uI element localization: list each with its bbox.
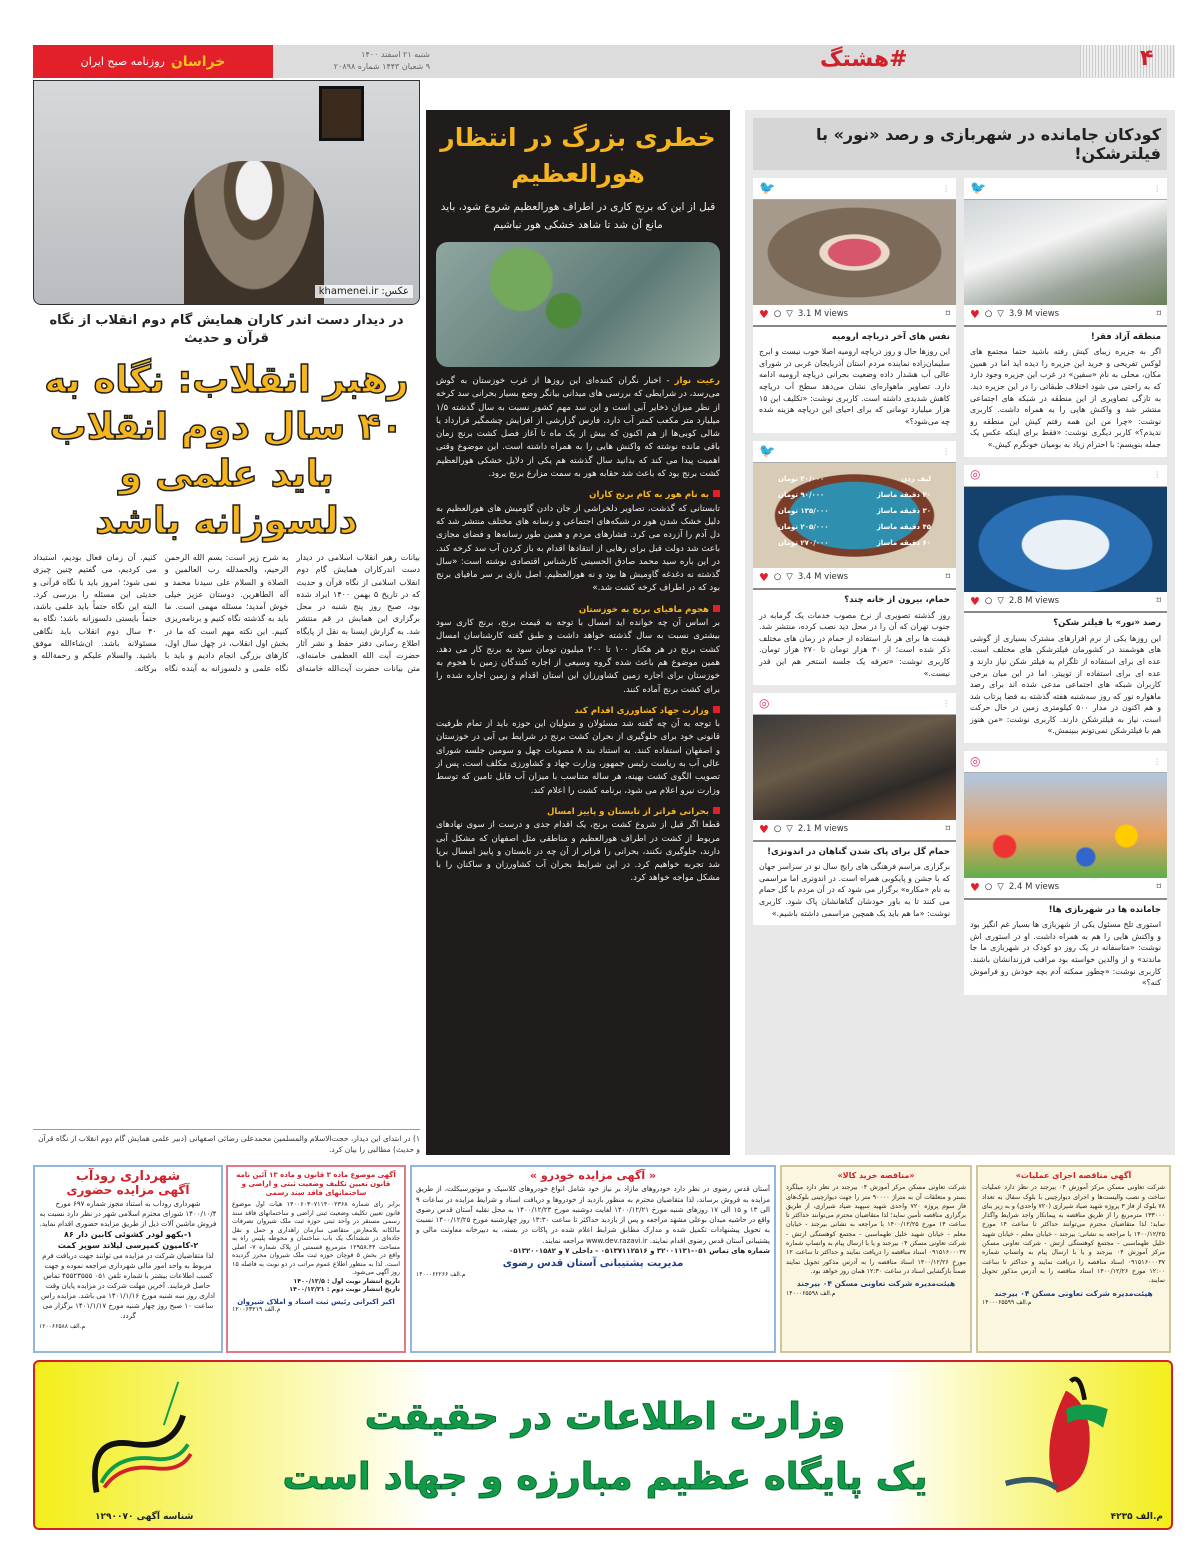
post-title: حمام، بیرون از خانه چند؟ — [844, 594, 950, 605]
price-value: ۲۰۵/۰۰۰ تومان — [778, 523, 829, 532]
ad-code: م.الف ۱۲۰۰۶۶۵۸۸ — [39, 1323, 86, 1330]
instagram-icon: ◎ — [759, 695, 770, 710]
price-label: ۴۵ دقیقه ماساژ — [876, 523, 931, 532]
comment-icon[interactable]: ○ — [984, 595, 993, 606]
more-icon[interactable]: ⋮ — [942, 447, 950, 457]
more-icon[interactable]: ⋮ — [1153, 756, 1161, 766]
hashtag-section — [745, 110, 1175, 1155]
header-pattern — [1080, 45, 1175, 78]
banner-message — [235, 1387, 975, 1507]
ad-date: تاریخ انتشار نوبت دوم : ۱۴۰۰/۱۲/۲۱ — [289, 1286, 400, 1293]
more-icon[interactable]: ⋮ — [942, 698, 950, 708]
byline: رعیت نواز — [674, 376, 720, 386]
instagram-icon: ◎ — [970, 467, 981, 482]
ad-subtitle: آگهی مزایده حضوری — [66, 1183, 190, 1197]
cards-column-left — [753, 178, 956, 1147]
section-title: #هشتگ — [820, 47, 908, 72]
subhead: به نام هور به کام برنج کاران — [436, 489, 720, 502]
ad-title: « آگهی مزایده خودرو » — [529, 1169, 657, 1182]
post-image — [753, 200, 956, 305]
comment-icon[interactable]: ○ — [984, 882, 993, 893]
bookmark-icon[interactable]: ⌑ — [945, 309, 950, 319]
price-row — [778, 471, 931, 487]
comment-icon[interactable]: ○ — [773, 824, 782, 835]
post-image — [753, 463, 956, 568]
subhead: وزارت جهاد کشاورزی اقدام کند — [436, 705, 720, 718]
social-post-card — [964, 178, 1167, 457]
post-text: استوری تلخ مسئول یکی از شهربازی ها بسیار غم انگیز بود و واکنش هایی را هم به همراه داشت. او در استوری اش نوشت: «متاسفانه در یک روز دو کودک در شهربازی ما جا ماندند» و از والدین خواسته بود مراقب فرزندانشان باشند. کاربری نوشت: «چطور ممکنه آدم بچه خودش رو فراموش کنه؟» — [970, 920, 1161, 988]
ad-land-registry — [226, 1165, 406, 1353]
post-title: نفس های آخر دریاچه ارومیه — [831, 331, 950, 342]
twitter-icon: 🐦 — [759, 444, 776, 460]
more-icon[interactable]: ⋮ — [942, 183, 950, 193]
ad-item: ۲-کامیون کمپرسی لیلاند سوپر کمت — [57, 1241, 199, 1250]
newspaper-tagline: روزنامه صبح ایران — [80, 55, 165, 68]
ad-signature: هیئت‌مدیره شرکت تعاونی مسکن ۰۴ بیرجند — [994, 1288, 1153, 1298]
ad-phones: شماره های تماس ۰۵۱-۳۲۰۰۱۱۳۱ و ۰۵۱۳۷۱۱۲۵۱۶ - داخلی ۷ و ۰۵۱۳۲۰۰۱۵۸۲ — [508, 1247, 770, 1256]
bookmark-icon[interactable]: ⌑ — [1156, 595, 1161, 606]
price-value: ۳۰/۰۰۰ تومان — [778, 475, 825, 484]
ad-text: شرکت تعاونی مسکن مرکز آموزش ۰۴ بیرجند در نظر دارد میلگرد بستر و متعلقات آن به متراژ ۹۰۰۰۰ متر را جهت دیوارچینی بلوک‌های فاز سوم پروژه ۷۲۰ واحدی شهید سپهبد صیاد شیرازی، از طریق برگزاری مناقصه تأمین نماید؛ لذا متقاضیان محترم می‌توانند حداکثر تا ساعت ۱۴ مورخ ۱۴۰۰/۱۲/۲۵ با مراجعه به نشانی بیرجند - خیابان معلم - خیابان شهید خلیل طهماسبی - مجتمع کوهستگی ارتش - شرکت تعاونی مسکن ۰۴ بیرجند و یا با ارسال پیام به واتساپ شماره ۰۹۱۵۱۶۰۰۰۳۷ اسناد مناقصه را دریافت نمایند و حداکثر تا ساعت ۱۲ مورخ ۱۴۰۰/۱۲/۲۶ اسناد مناقصه را به آدرس مذکور تحویل نمایند ضمناً بازگشایی اسناد در ساعت ۱۲:۳۰ همان روز خواهد بود. — [786, 1184, 966, 1275]
twitter-icon: 🐦 — [759, 180, 776, 196]
dateline — [280, 49, 430, 73]
portrait-frame — [319, 86, 364, 141]
post-image — [753, 715, 956, 820]
like-icon[interactable]: ♥ — [759, 823, 769, 837]
post-actions — [964, 305, 1167, 327]
views-count: 2.1 M views — [797, 824, 849, 835]
comment-icon[interactable]: ○ — [773, 572, 782, 583]
bookmark-icon[interactable]: ⌑ — [945, 572, 950, 583]
ad-title: «مناقصه خرید کالا» — [837, 1171, 915, 1180]
hoor-headline: خطری بزرگ در انتظار هورالعظیم — [440, 123, 716, 188]
post-text: برگزاری مراسم فرهنگی های رایج سال نو در سراسر جهان که با جشن و پایکوبی همراه است. در اندونزی اما مراسمی به نام «مکاره» برگزار می شود که در آن مردم با گل حمام می کنند تا به باور خودشان گناهانشان پاک شود. کاربری نوشت: «ما هم باید یک همچین مراسمی داشته باشیم.» — [759, 862, 950, 918]
views-count: 2.4 M views — [1008, 882, 1060, 893]
share-icon[interactable]: ▽ — [997, 309, 1004, 319]
lead-story — [33, 312, 420, 1155]
post-title: جامانده ها در شهربازی ها! — [1048, 904, 1161, 915]
social-post-card — [753, 441, 956, 685]
hoor-lead: قبل از این که برنج کاری در اطراف هورالعظیم شروع شود، باید مانع آن شد تا شاهد خشکی هور نباشیم — [440, 201, 716, 231]
post-header — [964, 465, 1167, 487]
price-label: ۲۰ دقیقه ماساژ — [876, 491, 931, 500]
price-row — [778, 519, 931, 535]
ad-signature: اکبر اکبرانی رئیس ثبت اسناد و املاک شیروان — [237, 1297, 395, 1306]
social-cards — [753, 178, 1167, 1147]
price-label: ۳۰ دقیقه ماساژ — [876, 507, 931, 516]
post-header — [753, 693, 956, 715]
more-icon[interactable]: ⋮ — [1153, 470, 1161, 480]
post-header — [753, 178, 956, 200]
hoor-sections — [436, 489, 720, 885]
post-title: منطقه آزاد فقر! — [1090, 331, 1161, 342]
hoor-story — [426, 110, 730, 1155]
share-icon[interactable]: ▽ — [997, 595, 1004, 606]
share-icon[interactable]: ▽ — [786, 572, 793, 583]
page-number: ۴ — [1140, 46, 1154, 71]
post-actions — [964, 592, 1167, 614]
section-text: بر اساس آن چه خوانده اید امسال با توجه به قیمت برنج، برنج کاری سود بیشتری نسبت به سال گذشته خواهد داشت و طبق گفته کارشناسان امسال کشت برنج در هر هکتار ۱۰۰ تا ۲۰۰ میلیون تومان سود به برنج کار می دهد. همین موضوع هم باعث شده گروه وسیعی از اجاره کنندگان زمین با هجوم به خوزستان برای اجاره زمین کشاورزان این استان اقدام و زمین اجاره شده را برای کشت برنج آماده کنند. — [436, 618, 720, 695]
comment-icon[interactable]: ○ — [773, 309, 782, 319]
post-text: این روزها حال و روز دریاچه ارومیه اصلا خوب نیست و ابرج سلیمان‌زاده نماینده مردم استان آذربایجان غربی در شورای عالی آب هشدار داده وضعیت بحرانی دریاچه ارومیه ادامه دارد. تصاویر ماهواره‌ای نشان می‌دهد سطح آب دریاچه کاهش شدیدی داشته است. کاربری نوشت: «تکلیف این ۱۵ هزار میلیارد تومانی که برای احیای این دریاچه هزینه شده چه می‌شود؟» — [759, 347, 950, 426]
social-post-card — [753, 693, 956, 925]
post-title: حمام گل برای پاک شدن گناهان در اندونزی! — [767, 846, 950, 857]
post-header — [964, 178, 1167, 200]
post-header — [753, 441, 956, 463]
ad-code: م.الف ۱۲۰۰۶۳۲۱۹ — [232, 1306, 281, 1313]
post-actions — [753, 305, 956, 327]
price-row — [778, 535, 931, 551]
speaker-figure — [184, 161, 324, 305]
instagram-icon: ◎ — [970, 753, 981, 768]
ad-code: م.الف ۱۴۰۰۰۶۵۵۹۸ — [786, 1289, 836, 1297]
like-icon[interactable]: ♥ — [759, 571, 769, 585]
hoor-intro-text: اخبار نگران کننده‌ای این روزها از غرب خوزستان به گوش می‌رسد، در شرایطی که بررسی های میدانی بیانگر وضع بسیار بحرانی سد کرخه از نظر میزان ذخایر آبی است و این سد مهم کشور نسبت به سال گذشته ۱/۵ میلیارد متر مکعب کمتر آب دارد، فارس گزارشی از افزایش چشمگیر قرارداد یا شالی کوبی‌ها از هم اکنون که بیش از یک ماه تا آغاز فصل کشت برنج زمان باقی مانده نوشته که واکنش هایی را به همراه داشته است. این موضوع وقتی اهمیت پیدا می کند که بدانید سال گذشته هم یکی از دلایل خشکی هورالعظیم کشت برنج بود که باعث شد حقابه هور به سمت مزارع برنج برود. — [436, 376, 720, 480]
lead-body: بیانات رهبر انقلاب اسلامی در دیدار دست اندرکاران همایش گام دوم انقلاب اسلامی از نگاه قرآن و حدیث که در تاریخ ۵ بهمن ۱۴۰۰ ایراد شده بود، صبح روز پنج شنبه در محل برگزاری این همایش در قم منتشر شد. به گزارش ایسنا به نقل از پایگاه اطلاع رسانی دفتر حفظ و نشر آثار حضرت آیت الله العظمی خامنه‌ای، متن بیانات حضرت آیت‌الله خامنه‌ای به شرح زیر است: بسم الله الرحمن الرحیم، والحمدلله رب العالمین و الصلاة و السلام علی سیدنا محمد و آله الطاهرین. دوستان عزیز خیلی خوش آمدید؛ مسئله مهمی است. ما باید به گذشته نگاه کنیم و برنامه‌ریزی کنیم. این نکته مهم است که ما در بخش اول انقلاب، در چهل سال اول، کارهای بزرگی انجام دادیم و باید با نگاه علمی و دلسوزانه به آینده نگاه کنیم. آن زمان فعال بودیم، استبداد می کردیم، می گفتیم چنین چیزی نمی شود؛ امروز باید با نگاه قرآنی و حدیثی این مسئله را بررسی کرد. البته این نگاه حتماً باید علمی باشد، حتماً بایستی دلسوزانه باشد؛ نگاه به ۴۰ سال دوم انقلاب باید نگاهی مسئولانه باشد. ان‌شاءالله موفق باشید. والسلام علیکم و رحمة‌الله و برکاته. — [33, 553, 421, 673]
ad-signature: هیئت‌مدیره شرکت تعاونی مسکن ۰۴ بیرجند — [796, 1279, 956, 1289]
bookmark-icon[interactable]: ⌑ — [1156, 309, 1161, 319]
subhead: هجوم مافیای برنج به خوزستان — [436, 604, 720, 617]
post-actions — [753, 820, 956, 842]
post-image — [964, 200, 1167, 305]
post-text: روز گذشته تصویری از نرخ مصوب خدمات یک گرمابه در جنوب تهران که آن را در محل دید نصب کرده، منتشر شد. قیمت ها برای هر بار استفاده از حمام در زمان های مختلف ذکر شده است؛ از ۳۰ هزار تومان تا ۲۷۰ هزار تومان. کاربری نوشت: «تعرفه یک جلسه استخر هم این قدر نیست.» — [759, 610, 950, 678]
ad-code: م.الف ۱۴۰۰۰۶۲۲۶۶ — [416, 1270, 466, 1278]
bath-price-list — [778, 471, 931, 551]
like-icon[interactable]: ♥ — [970, 308, 980, 321]
price-row — [778, 487, 931, 503]
twitter-icon: 🐦 — [970, 180, 987, 196]
date-line-1: شنبه ۲۱ اسفند ۱۴۰۰ — [361, 50, 430, 59]
price-row — [778, 503, 931, 519]
banner-line-2: یک پایگاه عظیم مبارزه و جهاد است — [282, 1455, 928, 1498]
like-icon[interactable]: ♥ — [759, 308, 769, 321]
newspaper-logo: خراسان — [170, 53, 226, 70]
post-image — [964, 773, 1167, 878]
share-icon[interactable]: ▽ — [786, 309, 793, 319]
price-value: ۹۰/۰۰۰ تومان — [778, 491, 825, 500]
share-icon[interactable]: ▽ — [997, 882, 1004, 893]
ad-operations-tender — [976, 1165, 1171, 1353]
post-image — [964, 487, 1167, 592]
photo-credit: عکس: khamenei.ir — [315, 285, 413, 298]
ad-roodab-auction — [33, 1165, 223, 1353]
hashtag-title: کودکان جامانده در شهربازی و رصد «نور» با فیلترشکن! — [753, 118, 1167, 170]
cards-column-right — [964, 178, 1167, 1147]
post-header — [964, 751, 1167, 773]
ad-text: شرکت تعاونی مسکن مرکز آموزش ۰۴ بیرجند در نظر دارد عملیات ساخت و نصب والیست‌ها و اجرای دیوارچینی با بلوک سفال به تعداد ۷۸ بلوک از فاز ۳ پروژه شهید صیاد شیرازی (۷۲۰ واحدی) و به زیر بنای ۱۳۳۰۰۰ مترمربع را از طریق مناقصه به پیمانکار واجد شرایط واگذار نماید؛ لذا متقاضیان محترم می‌توانند حداکثر تا ساعت ۱۴ مورخ ۱۴۰۰/۱۲/۲۵ با مراجعه به نشانی: بیرجند - خیابان معلم - خیابان شهید خلیل طهماسبی - مجتمع کوهستگی ارتش - شرکت تعاونی مسکن مرکز آموزش ۰۴ بیرجند و یا با ارسال پیام به واتساپ شماره ۰۹۱۵۱۶۰۰۰۳۷ اسناد مناقصه را دریافت نمایند و حداکثر تا ساعت ۱۲:۰۰ مورخ ۱۴۰۰/۱۲/۲۶ اسناد مناقصه را به آدرس مذکور تحویل نمایند. — [982, 1184, 1165, 1285]
post-actions — [964, 878, 1167, 900]
subhead: بحرانی فراتر از تابستان و پاییز امسال — [436, 806, 720, 819]
ad-date: تاریخ انتشار نوبت اول : ۱۴۰۰/۱۲/۵ — [293, 1277, 400, 1285]
ad-signature: مدیریت پشتیبانی آستان قدس رضوی — [502, 1258, 684, 1270]
ad-text: برابر رای شماره ۱۴۰۰۶۰۳۰۷۱۱۴۰۰۲۳۶۸ هیات اول موضوع قانون تعیین تکلیف وضعیت ثبتی اراضی و ساختمانهای فاقد سند رسمی مستقر در واحد ثبتی حوزه ثبت ملک شیروان تصرفات مالکانه بلامعارض متقاضی سازمان راهداری و حمل و نقل جاده‌ای در ششدانگ یک باب ساختمان و محوطه پلیس راه به مساحت ۱۲۹۵۸.۴۴ مترمربع قسمتی از پلاک شماره ۷- اصلی واقع در بخش ۵ قوچان حوزه ثبت ملک شیروان محرز گردیده است. لذا به منظور اطلاع عموم مراتب در دو نوبت به فاصله ۱۵ روز آگهی می‌شود. — [232, 1201, 401, 1276]
price-value: ۱۳۵/۰۰۰ تومان — [778, 507, 829, 516]
price-value: ۲۷۰/۰۰۰ تومان — [778, 539, 829, 548]
views-count: 2.8 M views — [1008, 595, 1060, 606]
lead-kicker: در دیدار دست اندر کاران همایش گام دوم انقلاب از نگاه قرآن و حدیث — [49, 313, 404, 346]
section-text: تابستانی که گذشت، تصاویر دلخراشی از جان دادن گاومیش های هورالعظیم به دلیل خشک شدن هور در شبکه‌های اجتماعی و رسانه های مختلف منتشر شد که دل آدم را آزرده می کرد. فشارهای مردم و همین طور رسانه‌ها و فضای مجازی باعث شد دولت قبل برای رهایی از انتقادها اقدام به باز کردن آب سد کرخه کند. در این باره سید محمد صادق الحسینی کارشناس اقتصادی نوشته است: «سال گذشته نه دغدغه گاومیش ها بود و نه هورالعظیم. اصل بازی بر سر مافیای برنج بود که در اطراف کرخه کشت شد.» — [436, 503, 720, 594]
price-label: لیف زدن — [901, 475, 931, 484]
ad-title: آگهی موضوع ماده ۳ قانون و ماده ۱۳ آئین نامه قانون تعیین تکلیف وضعیت ثبتی و اراضی و ساختمانهای فاقد سند رسمی — [236, 1171, 396, 1197]
hoor-intro: رعیت نواز - اخبار نگران کننده‌ای این روزها از غرب خوزستان به گوش می‌رسد، در شرایطی که بررسی های میدانی بیانگر وضع بسیار بحرانی سد کرخه از نظر میزان ذخایر آبی است و این سد مهم کشور نسبت به سال گذشته ۱/۵ میلیارد متر مکعب کمتر آب دارد، فارس گزارشی از افزایش چشمگیر قرارداد یا شالی کوبی‌ها از هم اکنون که بیش از یک ماه تا آغاز فصل کشت برنج زمان باقی مانده نوشته که واکنش هایی را به همراه داشته است. این موضوع وقتی اهمیت پیدا می کند که بدانید سال گذشته هم یکی از دلایل خشکی هورالعظیم کشت برنج بود که باعث شد حقابه هور به سمت مزارع برنج برود. — [436, 376, 720, 480]
like-icon[interactable]: ♥ — [970, 881, 980, 895]
banner-line-1: وزارت اطلاعات در حقیقت — [364, 1395, 846, 1438]
ad-title: شهرداری رودآب — [75, 1169, 181, 1184]
ad-astan-quds-car-auction — [410, 1165, 776, 1353]
banner-ad-id: شناسه آگهی ۱۲۹۰۰۷۰ — [95, 1512, 194, 1522]
share-icon[interactable]: ▽ — [786, 824, 793, 835]
social-post-card — [964, 465, 1167, 744]
banner-code: م.الف ۴۲۳۵ — [1110, 1512, 1163, 1522]
newspaper-brand — [33, 45, 273, 78]
social-post-card — [964, 751, 1167, 995]
ad-item: ۱-بکهو لودر کشوئی کابین دار ۸۶ — [63, 1230, 193, 1239]
rice-field-photo — [436, 242, 720, 367]
price-label: ۶۰ دقیقه ماساژ — [876, 539, 931, 548]
ad-code: م.الف ۱۴۰۰۰۶۵۵۹۹ — [982, 1298, 1032, 1306]
salam-gomnam-logo — [75, 1377, 195, 1502]
post-title: رصد «نور» با فیلتر شکن؟ — [1053, 618, 1161, 629]
views-count: 3.4 M views — [797, 572, 849, 583]
ad-text: شهرداری روداب به استناد مجوز شماره ۶۹۷ مورخ ۱۴۰۰/۱۰/۴ شورای محترم اسلامی شهر در نظر دارد نسبت به فروش ماشین آلات ذیل از طریق مزایده حضوری اقدام نماید. — [39, 1200, 217, 1228]
more-icon[interactable]: ⋮ — [1153, 183, 1161, 193]
ad-text: لذا متقاضیان شرکت در مزایده می توانند جهت دریافت فرم مربوط به واحد امور مالی شهرداری مراجعه نموده و جهت کسب اطلاعات بیشتر با شماره تلفن ۰۵۱ ۴۵۵۲۳۵۵۵ تماس حاصل فرمایند. آخرین مهلت شرکت در مزایده پایان وقت اداری روز سه شنبه مورخ ۱۴۰۱/۱/۱۶ می باشد. مزایده راس ساعت ۱۰ صبح روز چهار شنبه مورخ ۱۴۰۱/۱/۱۷ برگزار می گردد. — [41, 1252, 215, 1320]
bookmark-icon[interactable]: ⌑ — [945, 824, 950, 835]
views-count: 3.9 M views — [1008, 309, 1060, 319]
ad-text: آستان قدس رضوی در نظر دارد خودروهای مازاد بر نیاز خود شامل انواع خودروهای کلاسیک و موتورسیکلت، از طریق مزایده به فروش برساند، لذا متقاضیان محترم به منظور بازدید از خودروها و دریافت اسناد و شرایط مزایده در ساعات ۹ الی ۱۳ و ۱۵ الی ۱۷ روزهای شنبه مورخ ۱۴۰۰/۱۲/۲۱ لغایت دوشنبه مورخ ۱۴۰۰/۱۲/۲۳ به محل نقلیه آستان قدس رضوی واقع در حاشیه میدان بوعلی مشهد مراجعه و پس از بازدید حداکثر تا ساعت ۱۳:۳۰ روز چهارشنبه مورخ ۱۴۰۰/۱۲/۲۵ نسبت به تحویل پیشنهادات تکمیل شده و مدارک مطابق شرایط اعلام شده در پاکات در بسته، به دبیرخانه معاونت مالی و پشتیبانی آستان قدس رضوی اقدام نمایند. www.dev.razavi.ir مراجعه نمایند. — [416, 1185, 771, 1245]
gomnami-logo — [1001, 1372, 1131, 1502]
like-icon[interactable]: ♥ — [970, 594, 980, 608]
post-text: این روزها یکی از نرم افزارهای مشترک بسیاری از گوشی های هوشمند در کشورمان فیلترشکن های مختلف است. عده ای برای استفاده از تلگرام به فیلتر شکن نیاز دارند و عده ای برای استفاده از توییتر. اما در این میان برخی کاربران شبکه های اجتماعی مدعی شده اند برای رصد ماهواره نور که روز سه‌شنبه هفته گذشته به فضا پرتاب شد و هم اکنون در مدار ۵۰۰ کیلومتری زمین در حال حرکت است، نیاز به فیلترشکن دارند. کاربری نوشت: «من هنوز هم با فیلترشکن نمی‌تونم ببینمش.» — [970, 633, 1161, 736]
ministry-banner-ad — [33, 1360, 1173, 1530]
ad-title: آگهی مناقصه اجرای عملیات» — [1015, 1171, 1132, 1180]
section-text: با توجه به آن چه گفته شد مسئولان و متولیان این حوزه باید از تمام ظرفیت قانونی خود برای جلوگیری از بحران کشت برنج در شرایط بی آبی در خوزستان و اصفهان استفاده کنند. به استناد بند ۸ مصوبات چهل و سومین جلسه شورای عالی آب به ریاست رئیس جمهور، وزارت جهاد و کشاورزی مکلف است، پس از تصویب الگوی کشت بهینه، هر ساله متناسب با میزان آب قابل تامین که توسط وزارت نیرو اعلام می شود، برنامه کشت را اعلام کند. — [436, 719, 720, 796]
post-actions — [753, 568, 956, 590]
comment-icon[interactable]: ○ — [984, 309, 993, 319]
bookmark-icon[interactable]: ⌑ — [1156, 882, 1161, 893]
views-count: 3.1 M views — [797, 309, 849, 319]
date-line-2: ۹ شعبان ۱۴۴۳ شماره ۲۰۸۹۸ — [333, 62, 430, 71]
lead-footnote: ۱) در ابتدای این دیدار، حجت‌الاسلام والمسلمین محمدعلی رضائی اصفهانی (دبیر علمی همایش گام دوم انقلاب از نگاه قرآن و حدیث) مطالبی را بیان کرد. — [33, 1129, 420, 1155]
social-post-card — [753, 178, 956, 433]
section-text: قطعا اگر قبل از شروع کشت برنج، یک اقدام جدی و درست از سوی نهادهای مربوط از کشت در اطراف هورالعظیم و مناطقی مثل اصفهان که مشکل آبی دارند، جلوگیری نکنند، بحرانی را فراتر از آن چه در تابستان و پاییز امسال برپا شد تجربه خواهیم کرد. در این شرایط بحران آب کشاورزان و ساکنان را با مشکل مواجه خواهد کرد. — [436, 820, 720, 884]
lead-photo — [33, 80, 420, 305]
ad-goods-tender — [780, 1165, 972, 1353]
lead-headline: رهبر انقلاب: نگاه به ۴۰ سال دوم انقلاب باید علمی و دلسوزانه باشد — [44, 358, 409, 542]
post-text: اگر به جزیره زیبای کیش رفته باشید حتما مجتمع های لوکس تفریحی و خرید این جزیره را دیده اید اما در همین مکان، محلی به نام «سفین» در غرب این جزیره وجود دارد که به راحتی می شود اختلاف طبقاتی را در این جزیره دید. به تازگی تصاویری از این منطقه در شبکه های اجتماعی منتشر شد و واکنش هایی را به همراه داشت. کاربری نوشت: «چرا من این همه رفتم کیش این منطقه رو ندیدم؟» کاربر دیگری نوشت: «فقط برای اینکه عکس یک جمله بنویسم: با احترام زیاد به بومیان خونگرم کیش.» — [970, 347, 1161, 449]
